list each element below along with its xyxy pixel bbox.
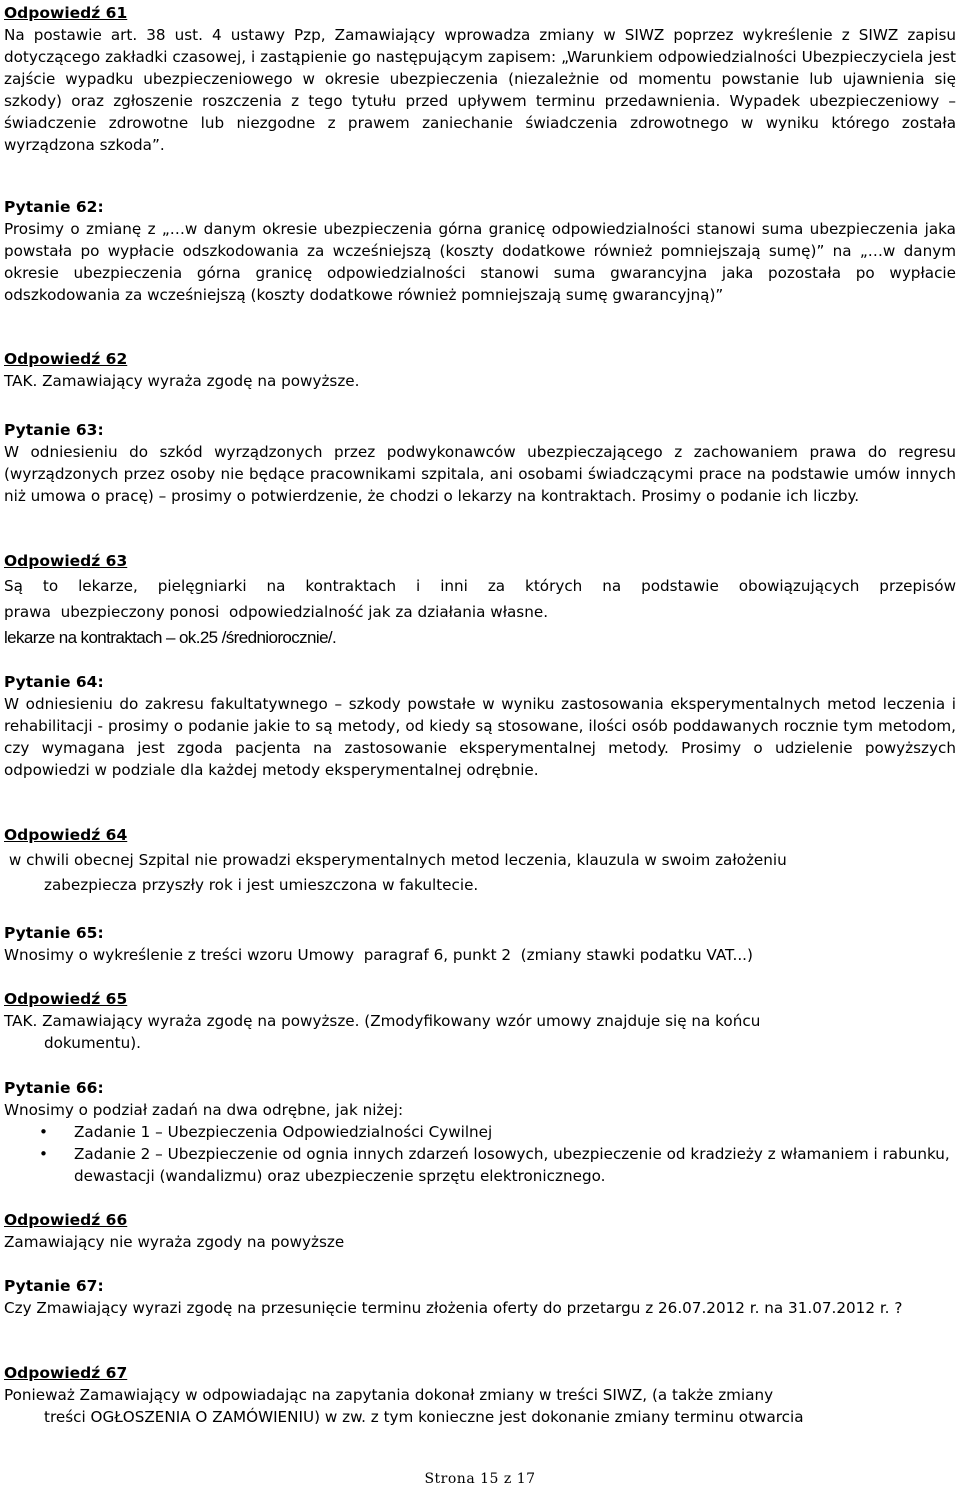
question-64-text: W odniesieniu do zakresu fakultatywnego – szkody powstałe w wyniku zastosowania eksperymentalnych metod leczenia i rehabilitacji - prosimy o podanie jakie to są metody, od kiedy są stosowane, ilości osób poddawanych rocznie tym metodom, czy wymagana jest zgoda pacjenta na zastosowanie eksperymentalnej metody. Prosimy o udzielenie powyższych odpowiedzi w podziale dla każdej metody eksperymentalnej odrębnie. (4, 695, 956, 779)
answer-63-heading: Odpowiedź 63 (4, 552, 128, 570)
answer-62-text: TAK. Zamawiający wyraża zgodę na powyższe. (4, 372, 360, 390)
question-63-text: W odniesieniu do szkód wyrządzonych przez podwykonawców ubezpieczającego z zachowaniem prawa do regresu (wyrządzonych przez osoby nie będące pracownikami szpitala, ani osobami świadczącymi prace na podstawie umów innych niż umowa o pracę) – prosimy o potwierdzenie, że chodzi o lekarzy na kontraktach. Prosimy o podanie ich liczby. (4, 443, 956, 505)
list-item-text: Zadanie 2 – Ubezpieczenie od ognia innych zdarzeń losowych, ubezpieczenie od kradzieży z włamaniem i rabunku, dewastacji (wandalizmu) oraz ubezpieczenie sprzętu elektronicznego. (74, 1145, 950, 1185)
question-64 (4, 671, 956, 781)
answer-67 (4, 1362, 956, 1428)
list-item-text: Zadanie 1 – Ubezpieczenia Odpowiedzialności Cywilnej (74, 1123, 493, 1141)
answer-64-line-2: zabezpiecza przyszły rok i jest umieszczona w fakultecie. (44, 876, 479, 894)
question-65-heading: Pytanie 65: (4, 924, 104, 942)
question-66-text: Wnosimy o podział zadań na dwa odrębne, jak niżej: (4, 1101, 404, 1119)
answer-65-line-1: TAK. Zamawiający wyraża zgodę na powyższe. (Zmodyfikowany wzór umowy znajduje się na końcu (4, 1012, 761, 1030)
question-62 (4, 196, 956, 306)
answer-64 (4, 824, 956, 896)
answer-62 (4, 348, 956, 392)
answer-64-line-1: w chwili obecnej Szpital nie prowadzi eksperymentalnych metod leczenia, klauzula w swoim założeniu (4, 851, 787, 869)
answer-63-line-1: Są to lekarze, pielęgniarki na kontraktach i inni za których na podstawie obowiązujących przepisów (4, 577, 956, 595)
answer-66-text: Zamawiający nie wyraża zgody na powyższe (4, 1233, 345, 1251)
answer-64-heading: Odpowiedź 64 (4, 826, 128, 844)
bullet-icon: • (39, 1123, 48, 1141)
answer-62-heading: Odpowiedź 62 (4, 350, 128, 368)
answer-61 (4, 2, 956, 156)
answer-61-text: Na postawie art. 38 ust. 4 ustawy Pzp, Zamawiający wprowadza zmiany w SIWZ poprzez wykreślenie z SIWZ zapisu dotyczącego zakładki czasowej, i zastąpienie go następującym zapisem: „Warunkiem odpowiedzialności Ubezpieczyciela jest zajście wypadku ubezpieczeniowego w okresie ubezpieczenia (niezależnie od momentu powstanie lub ujawnienia się szkody) oraz zgłoszenie roszczenia z tego tytułu przed upływem terminu przedawnienia. Wypadek ubezpieczeniowy – świadczenie zdrowotne lub niezgodne z prawem zaniechanie świadczenia zdrowotnego w wyniku którego została wyrządzona szkoda”. (4, 26, 956, 154)
answer-65-heading: Odpowiedź 65 (4, 990, 128, 1008)
question-66-heading: Pytanie 66: (4, 1079, 104, 1097)
question-65 (4, 922, 956, 966)
answer-63-line-2: prawa ubezpieczony ponosi odpowiedzialność jak za działania własne. (4, 603, 549, 621)
answer-63-line-3: lekarze na kontraktach – ok.25 /średniorocznie/. (4, 628, 337, 647)
question-63-heading: Pytanie 63: (4, 421, 104, 439)
question-67-heading: Pytanie 67: (4, 1277, 104, 1295)
list-item (4, 1121, 956, 1143)
answer-67-heading: Odpowiedź 67 (4, 1364, 128, 1382)
answer-67-line-2: treści OGŁOSZENIA O ZAMÓWIENIU) w zw. z tym konieczne jest dokonanie zmiany terminu otwarcia (44, 1408, 804, 1426)
question-64-heading: Pytanie 64: (4, 673, 104, 691)
question-67 (4, 1275, 956, 1319)
question-66 (4, 1077, 956, 1187)
list-item (4, 1143, 956, 1187)
question-62-heading: Pytanie 62: (4, 198, 104, 216)
answer-66 (4, 1209, 956, 1253)
bullet-icon: • (39, 1145, 48, 1163)
answer-65-line-2: dokumentu). (44, 1034, 141, 1052)
answer-63 (4, 550, 956, 650)
question-63 (4, 419, 956, 507)
answer-67-line-1: Ponieważ Zamawiający w odpowiadając na zapytania dokonał zmiany w treści SIWZ, (a także zmiany (4, 1386, 774, 1404)
question-67-text: Czy Zmawiający wyrazi zgodę na przesunięcie terminu złożenia oferty do przetargu z 26.07.2012 r. na 31.07.2012 r. ? (4, 1299, 903, 1317)
answer-61-heading: Odpowiedź 61 (4, 4, 128, 22)
answer-65 (4, 988, 956, 1054)
answer-66-heading: Odpowiedź 66 (4, 1211, 128, 1229)
question-62-text: Prosimy o zmianę z „…w danym okresie ubezpieczenia górna granicę odpowiedzialności stanowi suma ubezpieczenia jaka powstała po wypłacie odszkodowania za wcześniejszą (koszty dodatkowe również pomniejszają sumę)” na „…w danym okresie ubezpieczenia górna granicę odpowiedzialności stanowi suma gwarancyjna jaka pozostała po wypłacie odszkodowania za wcześniejszą (koszty dodatkowe również pomniejszają sumę gwarancyjną)” (4, 220, 956, 304)
question-66-list (4, 1121, 956, 1187)
page-footer: Strona 15 z 17 (424, 1471, 536, 1487)
question-65-text: Wnosimy o wykreślenie z treści wzoru Umowy paragraf 6, punkt 2 (zmiany stawki podatku VAT...) (4, 946, 753, 964)
